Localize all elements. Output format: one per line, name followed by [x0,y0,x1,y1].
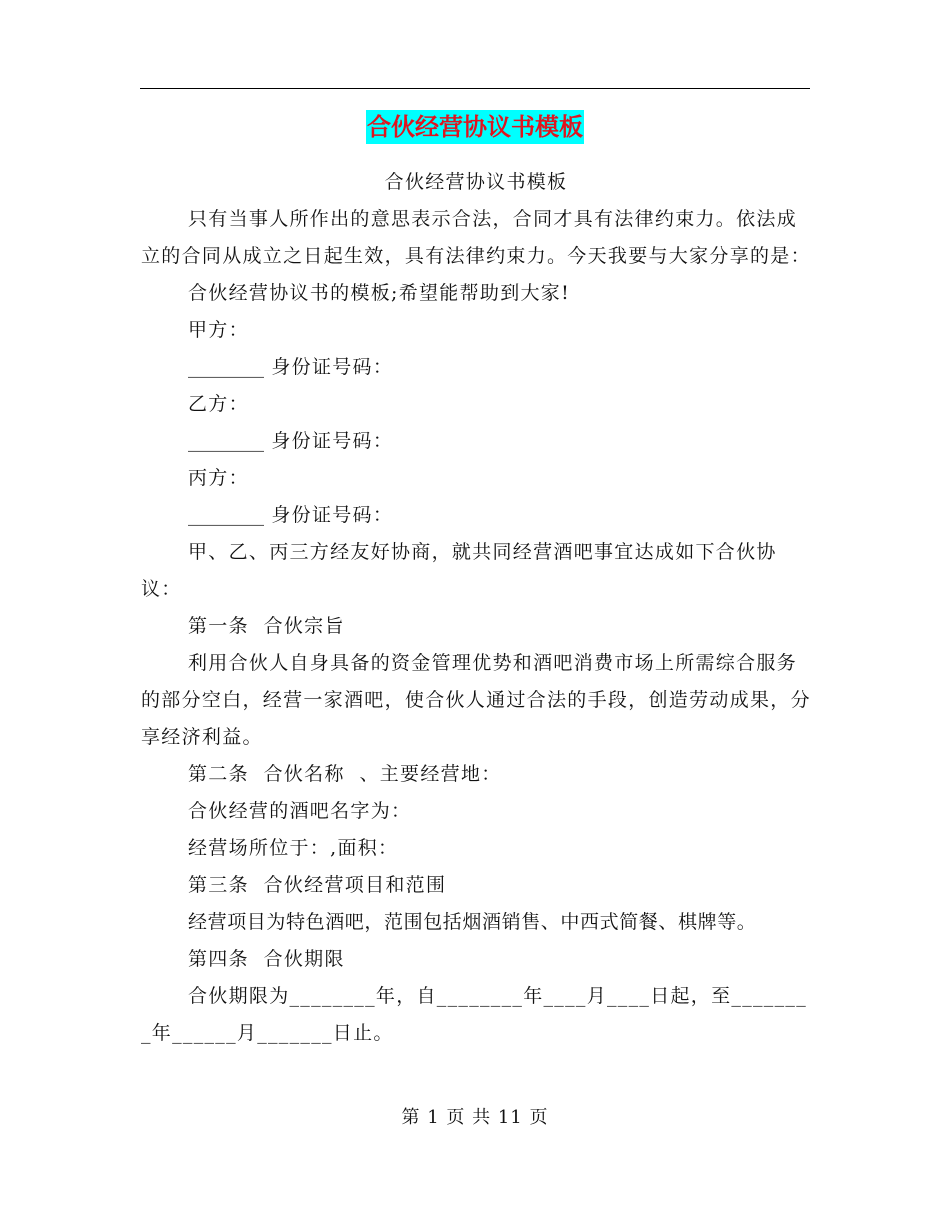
party-c-id-label: 身份证号码： [271,504,394,526]
party-b-label: 乙方： [188,393,249,415]
party-b-id-label: 身份证号码： [271,430,394,452]
sub-title: 合伙经营协议书模板 [384,171,568,193]
main-title-wrap [0,110,950,144]
article-4-title: 第四条 合伙期限 [188,948,345,970]
main-title: 合伙经营协议书模板 [366,110,584,144]
party-c-id-line [141,497,811,534]
party-b-id-blank: ________ [188,430,264,452]
article-1-body: 利用合伙人自身具备的资金管理优势和酒吧消费市场上所需综合服务的部分空白，经营一家酒吧，使合伙人通过合法的手段，创造劳动成果，分享经济利益。 [141,652,811,748]
article-2-name: 合伙经营的酒吧名字为： [188,800,412,822]
article-3-body: 经营项目为特色酒吧，范围包括烟酒销售、中西式简餐、棋牌等。 [188,911,757,933]
party-a-id-blank: ________ [188,356,264,378]
article-1-title: 第一条 合伙宗旨 [188,615,345,637]
intro-paragraph: 只有当事人所作出的意思表示合法，合同才具有法律约束力。依法成立的合同从成立之日起生效，具有法律约束力。今天我要与大家分享的是： [141,208,811,267]
party-a-id-label: 身份证号码： [271,356,394,378]
party-c-id-blank: ________ [188,504,264,526]
article-2-location: 经营场所位于：,面积： [188,837,399,859]
page-number-footer: 第 1 页 共 11 页 [401,1107,549,1128]
party-a-id-line [141,349,811,386]
party-b-id-line [141,423,811,460]
article-3-title: 第三条 合伙经营项目和范围 [188,874,447,896]
document-body [141,164,811,1052]
party-a-label: 甲方： [188,319,249,341]
article-2-title: 第二条 合伙名称 、主要经营地： [188,763,502,785]
header-rule [140,88,810,89]
agreement-intro: 甲、乙、丙三方经友好协商，就共同经营酒吧事宜达成如下合伙协议： [141,541,777,600]
party-c-label: 丙方： [188,467,249,489]
intro-paragraph-2: 合伙经营协议书的模板;希望能帮助到大家! [188,282,571,304]
article-4-body: 合伙期限为________年，自________年____月____日起，至________年______月_______日止。 [141,985,808,1044]
